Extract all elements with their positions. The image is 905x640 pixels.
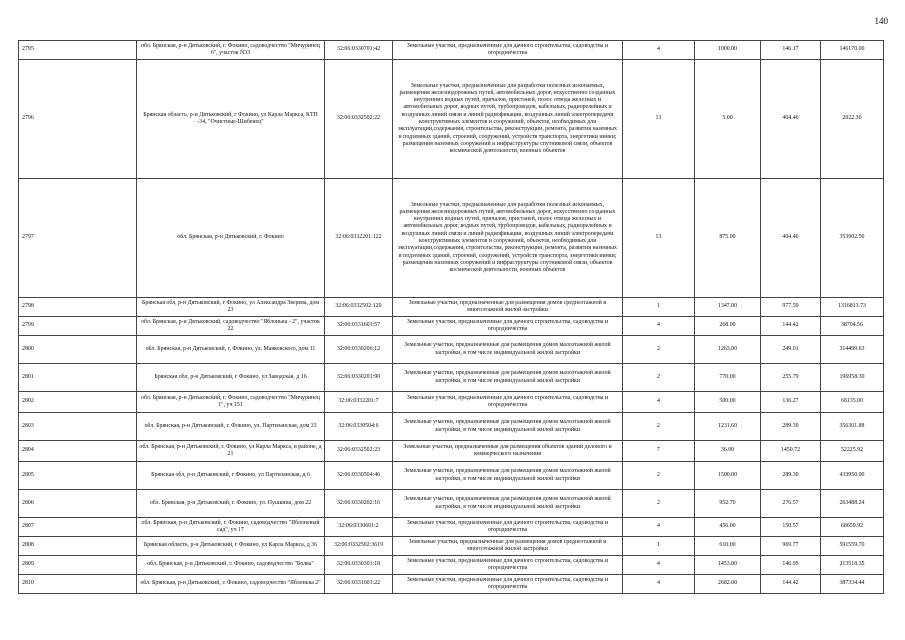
group-cell: 4 [623,317,695,336]
row-number: 2803 [19,413,137,441]
address-cell: обл. Брянская, р-н Дятьковский, г. Фокино, садоводчество "Мичуринец 6", участок N33 [137,41,325,60]
row-number: 2799 [19,317,137,336]
table-row [19,364,884,392]
cadastral-value-table [18,40,884,594]
row-number: 2804 [19,441,137,462]
table-row [19,392,884,413]
upks-cell: 977.59 [761,298,821,317]
cadastral-value-cell: 196958.30 [821,364,884,392]
address-cell: Брянская обл, р-н Дятьковский, г Фокино, ул Партизанская, д 6 [137,462,325,490]
table-row [19,413,884,441]
area-cell: 456.00 [695,518,761,537]
area-cell: 268.00 [695,317,761,336]
table-row [19,537,884,556]
address-cell: обл. Брянская, р-н Дятьковский, г. Фокино, ул. Маяковского, дом 11 [137,336,325,364]
land-use-cell: Земельные участки, предназначенные для размещения домов малоэтажной жилой застройки, в том числе индивидуальной жилой застройки [393,490,623,518]
land-use-cell: Земельные участки, предназначенные для размещения домов среднеэтажной и многоэтажной жилой застройки [393,537,623,556]
address-cell: обл. Брянская, р-н Дятьковский, г. Фокино, садоводчество "Мичуринец 1", уч 151 [137,392,325,413]
row-number: 2800 [19,336,137,364]
land-use-cell: Земельные участки, предназначенные для размещения домов малоэтажной жилой застройки, в том числе индивидуальной жилой застройки [393,462,623,490]
area-cell: 36.00 [695,441,761,462]
row-number: 2795 [19,41,137,60]
upks-cell: 404.46 [761,60,821,179]
cadastral-value-cell: 68135.00 [821,392,884,413]
area-cell: 5.00 [695,60,761,179]
cadastral-value-cell: 2022.30 [821,60,884,179]
cadastral-number-cell: 32:06:0330202:16 [325,490,393,518]
land-use-cell: Земельные участки, предназначенные для разработки полезных ископаемых, размещения железнодорожных путей, автомобильных дорог, искусственно созданных внутренних водных путей, причалов, пристаней, полос отвода железных и автомобильных дорог, водных путей, трубопроводов, кабельных, радиорелейных и воздушных линий связи и линий радиофикации, воздушных линий электропередачи конструктивных элементов и сооружений, объектов, необходимых для эксплуатации,содержания, строительства, реконструкции, ремонта, развития наземных и подземных зданий, строений, сооружений, устройств транспорта, энергетики иинки; размещения наземных сооружений и инфраструктуры спутниковой связи, объектов космической деятельности, военных объектов [393,179,623,298]
table-row [19,41,884,60]
upks-cell: 249.01 [761,336,821,364]
row-number: 2810 [19,575,137,594]
cadastral-value-cell: 591559.70 [821,537,884,556]
land-use-cell: Земельные участки, предназначенные для дачного строительства, садоводства и огородничества [393,392,623,413]
table-row [19,556,884,575]
cadastral-number-cell: 32:06:0330301:18 [325,556,393,575]
group-cell: 4 [623,392,695,413]
address-cell: обл. Брянская, р-н Дятьковский, г. Фокино, садоводчество "Яблонька 2" [137,575,325,594]
upks-cell: 289.30 [761,462,821,490]
row-number: 2807 [19,518,137,537]
group-cell: 2 [623,413,695,441]
cadastral-number-cell: 32:06:0332502:120 [325,298,393,317]
land-use-cell: Земельные участки, предназначенные для дачного строительства, садоводства и огородничества [393,518,623,537]
group-cell: 4 [623,575,695,594]
land-use-cell: Земельные участки, предназначенные для размещения объектов зданий делового и коммерческого назначения [393,441,623,462]
cadastral-number-cell: 32:06:0331601:22 [325,575,393,594]
address-cell: обл. Брянская, р-н Дятьковский, г. Фокино, ул. Пушкина, дом 22 [137,490,325,518]
group-cell: 13 [623,179,695,298]
group-cell: 1 [623,537,695,556]
address-cell: Брянская обл, р-н Дятьковский, г Фокино, ул Заводская, д 16 [137,364,325,392]
area-cell: 1453.00 [695,556,761,575]
cadastral-value-cell: 68659.92 [821,518,884,537]
row-number: 2798 [19,298,137,317]
table-row [19,441,884,462]
upks-cell: 146.95 [761,556,821,575]
cadastral-number-cell: 32:06:0332201:122 [325,179,393,298]
page-number: 140 [874,16,888,26]
address-cell: обл. Брянская, р-н Дятьковский, г. Фокино, садоводчество "Яблоневый сад", уч 17 [137,518,325,537]
cadastral-number-cell: 32:06:0331601:57 [325,317,393,336]
row-number: 2801 [19,364,137,392]
cadastral-number-cell: 32:06:0330504:6 [325,413,393,441]
table-row [19,60,884,179]
table-row [19,462,884,490]
table-row [19,336,884,364]
cadastral-value-cell: 353902.50 [821,179,884,298]
cadastral-value-cell: 387334.44 [821,575,884,594]
area-cell: 1231.60 [695,413,761,441]
area-cell: 610.00 [695,537,761,556]
upks-cell: 150.57 [761,518,821,537]
upks-cell: 144.42 [761,575,821,594]
group-cell: 4 [623,518,695,537]
area-cell: 952.70 [695,490,761,518]
table-row [19,179,884,298]
land-use-cell: Земельные участки, предназначенные для разработки полезных ископаемых, размещения железнодорожных путей, автомобильных дорог, искусственно созданных внутренних водных путей, причалов, пристаней, полос отвода железных и автомобильных дорог, водных путей, трубопроводов, кабельных, радиорелейных и воздушных линий связи и линий радиофикации, воздушных линий электропередачи конструктивных элементов и сооружений, объектов, необходимых для эксплуатации,содержания, строительства, реконструкции, ремонта, развития наземных и подземных зданий, строений, сооружений, устройств транспорта, энергетики иинки; размещения наземных сооружений и инфраструктуры спутниковой связи, объектов космической деятельности, военных объектов [393,60,623,179]
row-number: 2802 [19,392,137,413]
address-cell: Брянская область, р-н Дятьковский, г Фокино, ул Карла Маркса, КТП -34, "Очистные-Шибенец" [137,60,325,179]
table-row [19,490,884,518]
address-cell: обл. Брянская, р-н Дятьковский, г. Фокино [137,179,325,298]
row-number: 2806 [19,490,137,518]
land-use-cell: Земельные участки, предназначенные для дачного строительства, садоводства и огородничества [393,317,623,336]
cadastral-number-cell: 32:06:0332502:3619 [325,537,393,556]
cadastral-value-cell: 52225.92 [821,441,884,462]
upks-cell: 144.42 [761,317,821,336]
row-number: 2796 [19,60,137,179]
cadastral-value-cell: 213518.35 [821,556,884,575]
row-number: 2797 [19,179,137,298]
area-cell: 2682.00 [695,575,761,594]
table-row [19,575,884,594]
group-cell: 2 [623,462,695,490]
land-use-cell: Земельные участки, предназначенные для дачного строительства, садоводства и огородничества [393,556,623,575]
address-cell: обл. Брянская, р-н Дятьковский, г. Фокино, ул Карла Маркса, в районе, д 21 [137,441,325,462]
group-cell: 4 [623,556,695,575]
upks-cell: 969.77 [761,537,821,556]
table-row [19,518,884,537]
area-cell: 1500.00 [695,462,761,490]
land-use-cell: Земельные участки, предназначенные для размещения домов малоэтажной жилой застройки, в том числе индивидуальной жилой застройки [393,413,623,441]
upks-cell: 276.57 [761,490,821,518]
cadastral-number-cell: 32:06:0330206:12 [325,336,393,364]
address-cell: Брянская область, р-н Дятьковский, г Фокино, ул Карла Маркса, д 36 [137,537,325,556]
upks-cell: 289.30 [761,413,821,441]
row-number: 2808 [19,537,137,556]
group-cell: 1 [623,298,695,317]
group-cell: 2 [623,336,695,364]
cadastral-number-cell: 32:06:0332502:22 [325,60,393,179]
cadastral-value-cell: 1316813.73 [821,298,884,317]
cadastral-value-cell: 314499.63 [821,336,884,364]
group-cell: 7 [623,441,695,462]
area-cell: 1000.00 [695,41,761,60]
address-cell: обл. Брянская, р-н Дятьковский, г. Фокино, ул. Партизанская, дом 33 [137,413,325,441]
land-use-cell: Земельные участки, предназначенные для дачного строительства, садоводства и огородничества [393,41,623,60]
upks-cell: 404.46 [761,179,821,298]
cadastral-number-cell: 32:06:0330201:90 [325,364,393,392]
cadastral-number-cell: 32:06:0330601:2 [325,518,393,537]
cadastral-value-cell: 433950.00 [821,462,884,490]
area-cell: 1263.00 [695,336,761,364]
cadastral-number-cell: 32:06:0332201:7 [325,392,393,413]
upks-cell: 146.17 [761,41,821,60]
row-number: 2809 [19,556,137,575]
group-cell: 4 [623,41,695,60]
group-cell: 13 [623,60,695,179]
group-cell: 2 [623,364,695,392]
table-row [19,317,884,336]
table-row [19,298,884,317]
area-cell: 875.00 [695,179,761,298]
land-use-cell: Земельные участки, предназначенные для размещения домов среднеэтажной и многоэтажной жилой застройки [393,298,623,317]
land-use-cell: Земельные участки, предназначенные для размещения домов малоэтажной жилой застройки, в том числе индивидуальной жилой застройки [393,336,623,364]
cadastral-number-cell: 32:06:0332502:23 [325,441,393,462]
upks-cell: 255.79 [761,364,821,392]
address-cell: Брянская обл, р-н Дятьковский, г Фокино, ул Александра Зверева, дом 23 [137,298,325,317]
address-cell: обл. Брянская, р-н Дятьковский, садоводчество "Яблонька - 2", участок 22 [137,317,325,336]
group-cell: 2 [623,490,695,518]
land-use-cell: Земельные участки, предназначенные для дачного строительства, садоводства и огородничества [393,575,623,594]
cadastral-number-cell: 32:06:0330701:42 [325,41,393,60]
land-use-cell: Земельные участки, предназначенные для размещения домов малоэтажной жилой застройки, в том числе индивидуальной жилой застройки [393,364,623,392]
cadastral-value-cell: 263488.24 [821,490,884,518]
cadastral-number-cell: 32:06:0330504:46 [325,462,393,490]
upks-cell: 1450.72 [761,441,821,462]
row-number: 2805 [19,462,137,490]
area-cell: 770.00 [695,364,761,392]
cadastral-value-cell: 38704.56 [821,317,884,336]
cadastral-value-cell: 356301.88 [821,413,884,441]
address-cell: обл. Брянская, р-н Дятьковский, г. Фокино, садоводчество "Болва" [137,556,325,575]
area-cell: 1347.00 [695,298,761,317]
cadastral-value-cell: 146170.00 [821,41,884,60]
area-cell: 500.00 [695,392,761,413]
upks-cell: 136.27 [761,392,821,413]
